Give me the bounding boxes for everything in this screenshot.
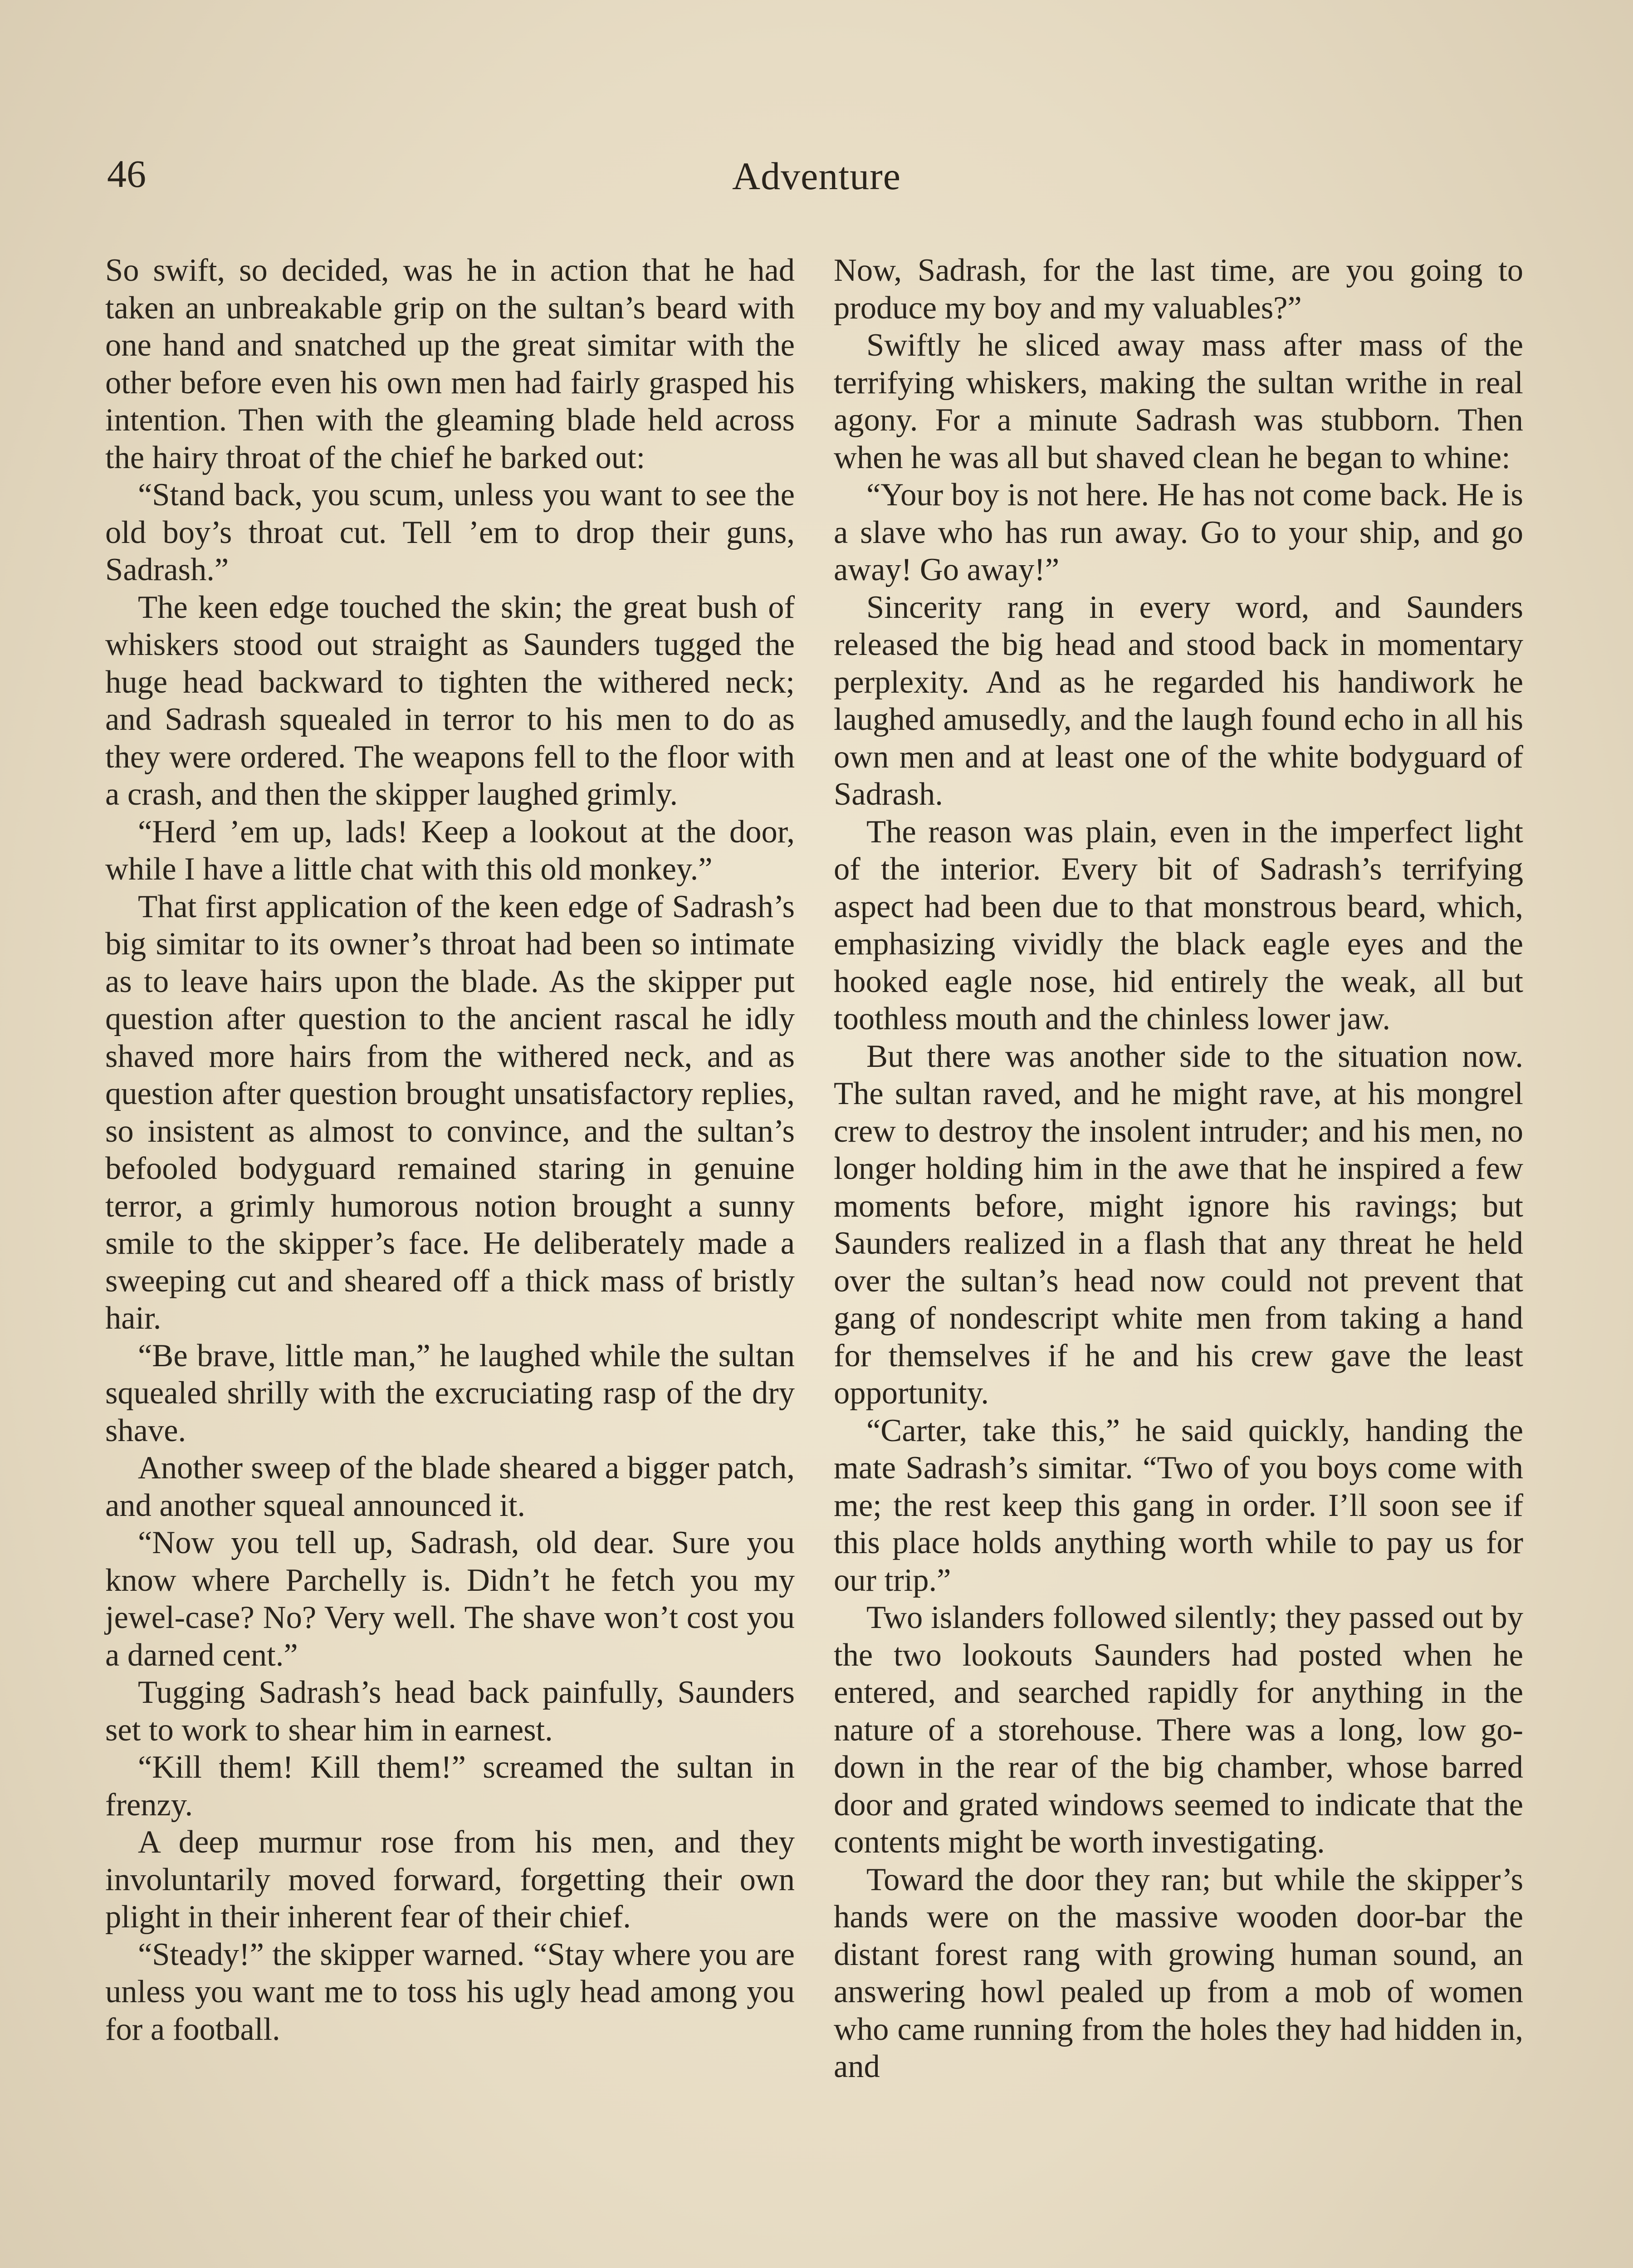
paragraph: Swiftly he sliced away mass after mass of the terrifying whiskers, making the sultan writhe in real agony. For a minute Sadrash was stubborn. Then when he was all but shaved clean he began to whine: xyxy=(834,327,1523,475)
paragraph: But there was another side to the situation now. The sultan raved, and he might rave, at his mongrel crew to destroy the insolent intruder; and his men, no longer holding him in the awe that he inspired a few moments before, might ignore his ravings; but Saunders realized in a flash that any threat he held over the sultan’s head now could not prevent that gang of nondescript white men from taking a hand for themselves if he and his crew gave the least opportunity. xyxy=(834,1038,1523,1411)
page-number: 46 xyxy=(107,152,146,196)
paragraph: So swift, so decided, was he in action that he had taken an unbreakable grip on the sultan’s beard with one hand and snatched up the great simitar with the other before even his own men had fairly grasped his intention. Then with the gleaming blade held across the hairy throat of the chief he barked out: xyxy=(105,253,795,475)
paragraph: Another sweep of the blade sheared a bigger patch, and another squeal announced it. xyxy=(105,1450,795,1523)
paragraph: Sincerity rang in every word, and Saunders released the big head and stood back in momentary perplexity. And as he regarded his handiwork he laughed amusedly, and the laugh found echo in all his own men and at least one of the white bodyguard of Sadrash. xyxy=(834,589,1523,812)
paragraph: “Your boy is not here. He has not come back. He is a slave who has run away. Go to your ship, and go away! Go away!” xyxy=(834,477,1523,587)
running-title: Adventure xyxy=(732,154,901,198)
paragraph: The keen edge touched the skin; the great bush of whiskers stood out straight as Saunders tugged the huge head backward to tighten the withered neck; and Sadrash squealed in terror to his men to do as they were ordered. The weapons fell to the floor with a crash, and then the skipper laughed grimly. xyxy=(105,589,795,812)
paragraph: Toward the door they ran; but while the skipper’s hands were on the massive wooden door-bar the distant forest rang with growing human sound, an answering howl pealed up from a mob of women who came running from the holes they had hidden in, and xyxy=(834,1862,1523,2084)
paragraph: “Carter, take this,” he said quickly, handing the mate Sadrash’s simitar. “Two of you boys come with me; the rest keep this gang in order. I’ll soon see if this place holds anything worth while to pay us for our trip.” xyxy=(834,1413,1523,1598)
paragraph: Tugging Sadrash’s head back painfully, Saunders set to work to shear him in earnest. xyxy=(105,1675,795,1748)
paragraph: “Stand back, you scum, unless you want to see the old boy’s throat cut. Tell ’em to drop their guns, Sadrash.” xyxy=(105,477,795,587)
paragraph: The reason was plain, even in the imperfect light of the interior. Every bit of Sadrash’s terrifying aspect had been due to that monstrous beard, which, emphasizing vividly the black eagle eyes and the hooked eagle nose, hid entirely the weak, all but toothless mouth and the chinless lower jaw. xyxy=(834,814,1523,1036)
left-column xyxy=(105,252,795,2048)
paragraph: “Kill them! Kill them!” screamed the sultan in frenzy. xyxy=(105,1750,795,1823)
paragraph: Now, Sadrash, for the last time, are you going to produce my boy and my valuables?” xyxy=(834,253,1523,326)
right-column xyxy=(834,252,1523,2086)
paragraph: A deep murmur rose from his men, and they involuntarily moved forward, forgetting their own plight in their inherent fear of their chief. xyxy=(105,1824,795,1935)
paragraph: “Be brave, little man,” he laughed while the sultan squealed shrilly with the excruciating rasp of the dry shave. xyxy=(105,1338,795,1448)
paragraph: That first application of the keen edge of Sadrash’s big simitar to its owner’s throat had been so intimate as to leave hairs upon the blade. As the skipper put question after question to the ancient rascal he idly shaved more hairs from the withered neck, and as question after question brought unsatisfactory replies, so insistent as almost to convince, and the sultan’s befooled bodyguard remained staring in genuine terror, a grimly humorous notion brought a sunny smile to the skipper’s face. He deliberately made a sweeping cut and sheared off a thick mass of bristly hair. xyxy=(105,889,795,1336)
paragraph: “Herd ’em up, lads! Keep a lookout at the door, while I have a little chat with this old monkey.” xyxy=(105,814,795,887)
paragraph: “Now you tell up, Sadrash, old dear. Sure you know where Parchelly is. Didn’t he fetch you my jewel-case? No? Very well. The shave won’t cost you a darned cent.” xyxy=(105,1525,795,1673)
paragraph: “Steady!” the skipper warned. “Stay where you are unless you want me to toss his ugly head among you for a football. xyxy=(105,1936,795,2047)
paragraph: Two islanders followed silently; they passed out by the two lookouts Saunders had posted when he entered, and searched rapidly for anything in the nature of a storehouse. There was a long, low godown in the rear of the big chamber, whose barred door and grated windows seemed to indicate that the contents might be worth investigating. xyxy=(834,1600,1523,1860)
